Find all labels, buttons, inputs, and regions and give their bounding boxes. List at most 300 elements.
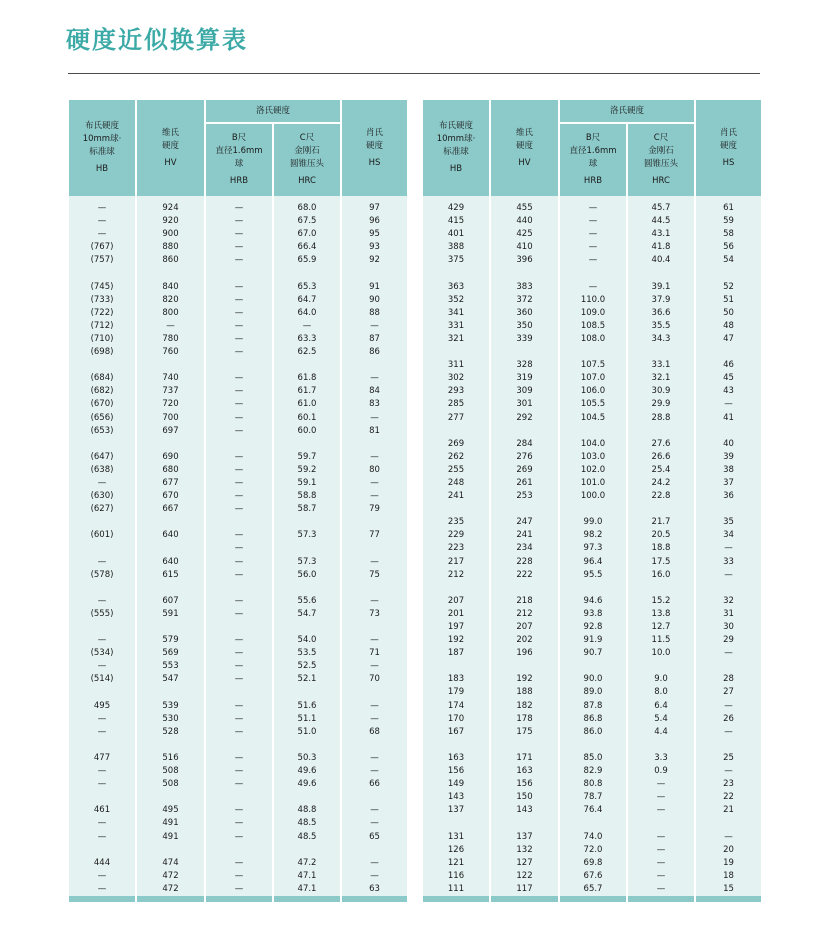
- cell-hv: 640: [137, 529, 204, 542]
- cell-hrb: 78.7: [560, 791, 626, 804]
- cell-hb: 121: [423, 857, 489, 870]
- cell-hrb: 85.0: [560, 752, 626, 765]
- cell-hrc: 57.3: [274, 556, 340, 569]
- cell-hs: 88: [342, 307, 407, 320]
- cell-hrb: —: [206, 817, 272, 830]
- cell-hrc: —: [628, 870, 694, 883]
- cell-hrc: 29.9: [628, 398, 694, 411]
- cell-hrb: —: [206, 503, 272, 516]
- cell-hv: 360: [491, 307, 558, 320]
- table-row: [69, 464, 407, 477]
- cell-hrb: 90.0: [560, 673, 626, 686]
- cell-hb: 212: [423, 569, 489, 582]
- cell-hv: 261: [491, 477, 558, 490]
- cell-hrb: —: [206, 477, 272, 490]
- cell-hs: —: [342, 320, 407, 333]
- cell-hrc: 49.6: [274, 765, 340, 778]
- cell-hrc: 65.3: [274, 281, 340, 294]
- cell-hrb: 67.6: [560, 870, 626, 883]
- cell-hrb: 108.5: [560, 320, 626, 333]
- cell-hrc: 48.5: [274, 817, 340, 830]
- cell-hs: 30: [696, 621, 761, 634]
- cell-hrc: 5.4: [628, 713, 694, 726]
- cell-hs: —: [342, 752, 407, 765]
- group-spacer: [423, 739, 761, 752]
- table-row: [423, 634, 761, 647]
- cell-hv: 491: [137, 817, 204, 830]
- cell-hs: 91: [342, 281, 407, 294]
- table-row: [423, 621, 761, 634]
- cell-hv: 880: [137, 241, 204, 254]
- cell-hs: 81: [342, 425, 407, 438]
- cell-hv: 202: [491, 634, 558, 647]
- cell-hb: 388: [423, 241, 489, 254]
- cell-hrb: —: [560, 281, 626, 294]
- table-row: [69, 215, 407, 228]
- cell-hs: 59: [696, 215, 761, 228]
- cell-hrc: 0.9: [628, 765, 694, 778]
- cell-hs: 75: [342, 569, 407, 582]
- cell-hrb: 96.4: [560, 556, 626, 569]
- cell-hv: 143: [491, 804, 558, 817]
- cell-hrc: 47.1: [274, 870, 340, 883]
- table-row: [423, 398, 761, 411]
- cell-hb: (601): [69, 529, 135, 542]
- cell-hrb: —: [206, 490, 272, 503]
- cell-hrb: 76.4: [560, 804, 626, 817]
- header-hrb: B尺 直径1.6mm 球 HRB: [206, 124, 272, 196]
- cell-hv: 569: [137, 647, 204, 660]
- table-row: [423, 752, 761, 765]
- cell-hv: 547: [137, 673, 204, 686]
- table-row: [69, 857, 407, 870]
- cell-hrc: 47.2: [274, 857, 340, 870]
- cell-hv: 383: [491, 281, 558, 294]
- cell-hrb: —: [206, 241, 272, 254]
- cell-hrb: —: [206, 385, 272, 398]
- cell-hv: 137: [491, 831, 558, 844]
- table-row: [423, 778, 761, 791]
- cell-hs: 45: [696, 372, 761, 385]
- cell-hb: —: [69, 778, 135, 791]
- cell-hs: 21: [696, 804, 761, 817]
- cell-hrc: 61.7: [274, 385, 340, 398]
- table-row: [423, 464, 761, 477]
- cell-hv: 474: [137, 857, 204, 870]
- cell-hrb: —: [560, 215, 626, 228]
- cell-hb: —: [69, 215, 135, 228]
- group-spacer: [423, 817, 761, 830]
- cell-hrb: —: [206, 870, 272, 883]
- cell-hrb: 108.0: [560, 333, 626, 346]
- table-row: [423, 686, 761, 699]
- cell-hb: 331: [423, 320, 489, 333]
- cell-hv: 737: [137, 385, 204, 398]
- title-divider: [68, 73, 760, 74]
- cell-hs: 37: [696, 477, 761, 490]
- cell-hv: 553: [137, 660, 204, 673]
- table-row: [423, 438, 761, 451]
- table-row: [423, 333, 761, 346]
- table-row: [423, 294, 761, 307]
- cell-hv: 697: [137, 425, 204, 438]
- cell-hrb: 95.5: [560, 569, 626, 582]
- table-row: [69, 412, 407, 425]
- cell-hrc: —: [628, 883, 694, 896]
- cell-hv: 528: [137, 726, 204, 739]
- header-hrc: C尺 金刚石 圆锥压头 HRC: [274, 124, 340, 196]
- cell-hb: (733): [69, 294, 135, 307]
- cell-hs: 63: [342, 883, 407, 896]
- cell-hrc: [274, 542, 340, 555]
- table-row: [69, 477, 407, 490]
- cell-hrb: —: [560, 241, 626, 254]
- cell-hrb: 99.0: [560, 516, 626, 529]
- cell-hrc: 64.0: [274, 307, 340, 320]
- cell-hs: —: [696, 700, 761, 713]
- table-row: [69, 346, 407, 359]
- table-row: [423, 713, 761, 726]
- cell-hs: 65: [342, 831, 407, 844]
- cell-hv: 720: [137, 398, 204, 411]
- cell-hv: 188: [491, 686, 558, 699]
- cell-hv: 472: [137, 870, 204, 883]
- table-row: [423, 726, 761, 739]
- cell-hrc: 54.0: [274, 634, 340, 647]
- cell-hv: 455: [491, 202, 558, 215]
- cell-hv: 800: [137, 307, 204, 320]
- cell-hrb: —: [206, 595, 272, 608]
- cell-hs: 46: [696, 359, 761, 372]
- cell-hb: 179: [423, 686, 489, 699]
- table-row: [423, 307, 761, 320]
- cell-hb: (712): [69, 320, 135, 333]
- table-row: [69, 398, 407, 411]
- cell-hb: 131: [423, 831, 489, 844]
- cell-hrb: 91.9: [560, 634, 626, 647]
- cell-hb: —: [69, 817, 135, 830]
- cell-hs: —: [342, 870, 407, 883]
- cell-hrb: 74.0: [560, 831, 626, 844]
- cell-hs: 19: [696, 857, 761, 870]
- cell-hs: 92: [342, 254, 407, 267]
- cell-hv: 900: [137, 228, 204, 241]
- table-row: [423, 765, 761, 778]
- cell-hv: 269: [491, 464, 558, 477]
- cell-hb: 311: [423, 359, 489, 372]
- cell-hrc: 10.0: [628, 647, 694, 660]
- table-row: [423, 451, 761, 464]
- table-row: [423, 791, 761, 804]
- cell-hv: 530: [137, 713, 204, 726]
- cell-hb: 302: [423, 372, 489, 385]
- cell-hb: (757): [69, 254, 135, 267]
- cell-hv: 192: [491, 673, 558, 686]
- cell-hrb: 87.8: [560, 700, 626, 713]
- cell-hv: 127: [491, 857, 558, 870]
- group-spacer: [423, 425, 761, 438]
- cell-hv: 276: [491, 451, 558, 464]
- cell-hs: 35: [696, 516, 761, 529]
- cell-hv: 222: [491, 569, 558, 582]
- cell-hrb: 94.6: [560, 595, 626, 608]
- cell-hv: 372: [491, 294, 558, 307]
- cell-hrc: 51.1: [274, 713, 340, 726]
- cell-hv: 218: [491, 595, 558, 608]
- cell-hrc: 11.5: [628, 634, 694, 647]
- cell-hrb: 89.0: [560, 686, 626, 699]
- cell-hb: [69, 542, 135, 555]
- cell-hrc: 64.7: [274, 294, 340, 307]
- cell-hb: 401: [423, 228, 489, 241]
- group-spacer: [69, 791, 407, 804]
- header-hb: 布氏硬度 10mm球· 标准球 HB: [69, 100, 135, 196]
- cell-hrc: 65.9: [274, 254, 340, 267]
- cell-hb: 241: [423, 490, 489, 503]
- cell-hrc: 27.6: [628, 438, 694, 451]
- table-row: [69, 778, 407, 791]
- table-row: [69, 294, 407, 307]
- group-spacer: [69, 582, 407, 595]
- table-row: [423, 320, 761, 333]
- cell-hv: 207: [491, 621, 558, 634]
- cell-hv: 516: [137, 752, 204, 765]
- cell-hs: —: [696, 831, 761, 844]
- cell-hs: 58: [696, 228, 761, 241]
- cell-hrb: —: [206, 281, 272, 294]
- table-row: [69, 425, 407, 438]
- table-row: [423, 202, 761, 215]
- cell-hrc: 20.5: [628, 529, 694, 542]
- cell-hb: —: [69, 228, 135, 241]
- cell-hv: 132: [491, 844, 558, 857]
- cell-hrb: 92.8: [560, 621, 626, 634]
- cell-hrc: 58.7: [274, 503, 340, 516]
- cell-hb: 149: [423, 778, 489, 791]
- cell-hs: 86: [342, 346, 407, 359]
- cell-hs: 47: [696, 333, 761, 346]
- cell-hrc: 52.1: [274, 673, 340, 686]
- cell-hrb: 104.0: [560, 438, 626, 451]
- hardness-table-right: [421, 100, 763, 902]
- cell-hb: 285: [423, 398, 489, 411]
- cell-hb: 163: [423, 752, 489, 765]
- cell-hrc: 63.3: [274, 333, 340, 346]
- cell-hs: 15: [696, 883, 761, 896]
- cell-hs: 50: [696, 307, 761, 320]
- cell-hrc: 13.8: [628, 608, 694, 621]
- cell-hrb: —: [206, 333, 272, 346]
- cell-hrc: 62.5: [274, 346, 340, 359]
- table-row: [423, 804, 761, 817]
- cell-hs: 18: [696, 870, 761, 883]
- cell-hrc: 25.4: [628, 464, 694, 477]
- cell-hb: 293: [423, 385, 489, 398]
- table-row: [69, 529, 407, 542]
- cell-hb: 477: [69, 752, 135, 765]
- cell-hrc: 22.8: [628, 490, 694, 503]
- cell-hs: —: [696, 398, 761, 411]
- cell-hrc: 51.0: [274, 726, 340, 739]
- cell-hrc: 43.1: [628, 228, 694, 241]
- cell-hv: 309: [491, 385, 558, 398]
- cell-hrb: 105.5: [560, 398, 626, 411]
- cell-hv: 410: [491, 241, 558, 254]
- table-row: [69, 608, 407, 621]
- cell-hv: 182: [491, 700, 558, 713]
- cell-hs: —: [342, 490, 407, 503]
- cell-hrc: 61.0: [274, 398, 340, 411]
- cell-hrc: 41.8: [628, 241, 694, 254]
- cell-hs: —: [696, 647, 761, 660]
- table-row: [69, 372, 407, 385]
- cell-hrb: 104.5: [560, 412, 626, 425]
- cell-hs: 48: [696, 320, 761, 333]
- group-spacer: [69, 686, 407, 699]
- cell-hs: 83: [342, 398, 407, 411]
- cell-hs: —: [696, 542, 761, 555]
- cell-hrb: —: [206, 673, 272, 686]
- cell-hrc: 35.5: [628, 320, 694, 333]
- group-spacer: [423, 346, 761, 359]
- cell-hrc: 57.3: [274, 529, 340, 542]
- table-row: [69, 804, 407, 817]
- cell-hv: 472: [137, 883, 204, 896]
- cell-hv: 319: [491, 372, 558, 385]
- cell-hrb: 109.0: [560, 307, 626, 320]
- cell-hrb: [206, 621, 272, 634]
- table-row: [423, 556, 761, 569]
- table-row: [69, 595, 407, 608]
- cell-hv: 284: [491, 438, 558, 451]
- table-row: [423, 516, 761, 529]
- cell-hb: 170: [423, 713, 489, 726]
- cell-hs: —: [342, 556, 407, 569]
- cell-hrc: 55.6: [274, 595, 340, 608]
- cell-hv: 607: [137, 595, 204, 608]
- table-row: [423, 844, 761, 857]
- table-row: [423, 700, 761, 713]
- cell-hb: (656): [69, 412, 135, 425]
- cell-hrc: 18.8: [628, 542, 694, 555]
- cell-hs: 80: [342, 464, 407, 477]
- cell-hb: (555): [69, 608, 135, 621]
- table-row: [423, 647, 761, 660]
- cell-hrb: 110.0: [560, 294, 626, 307]
- table-row: [69, 883, 407, 896]
- table-row: [423, 883, 761, 896]
- header-hrb: B尺 直径1.6mm 球 HRB: [560, 124, 626, 196]
- table-row: [423, 542, 761, 555]
- cell-hs: 51: [696, 294, 761, 307]
- cell-hb: —: [69, 726, 135, 739]
- cell-hrb: —: [206, 569, 272, 582]
- cell-hs: 84: [342, 385, 407, 398]
- cell-hrb: —: [206, 254, 272, 267]
- cell-hrc: 9.0: [628, 673, 694, 686]
- cell-hb: 111: [423, 883, 489, 896]
- cell-hrb: —: [206, 778, 272, 791]
- cell-hrb: —: [206, 883, 272, 896]
- cell-hrb: —: [206, 804, 272, 817]
- cell-hs: 79: [342, 503, 407, 516]
- cell-hrb: —: [206, 857, 272, 870]
- cell-hv: 163: [491, 765, 558, 778]
- table-row: [69, 241, 407, 254]
- table-row: [69, 831, 407, 844]
- group-spacer: [69, 739, 407, 752]
- cell-hrc: 37.9: [628, 294, 694, 307]
- cell-hrc: 36.6: [628, 307, 694, 320]
- cell-hrb: 82.9: [560, 765, 626, 778]
- cell-hv: 840: [137, 281, 204, 294]
- cell-hv: [137, 542, 204, 555]
- cell-hb: (653): [69, 425, 135, 438]
- table-row: [423, 870, 761, 883]
- cell-hs: 77: [342, 529, 407, 542]
- cell-hs: —: [342, 660, 407, 673]
- cell-hrc: 33.1: [628, 359, 694, 372]
- cell-hrc: 60.0: [274, 425, 340, 438]
- cell-hb: 201: [423, 608, 489, 621]
- cell-hs: —: [342, 817, 407, 830]
- cell-hb: 197: [423, 621, 489, 634]
- cell-hrc: 67.0: [274, 228, 340, 241]
- cell-hrc: 40.4: [628, 254, 694, 267]
- cell-hs: 28: [696, 673, 761, 686]
- cell-hb: [69, 621, 135, 634]
- table-row: [69, 673, 407, 686]
- cell-hs: [342, 542, 407, 555]
- table-row: [69, 621, 407, 634]
- cell-hb: (682): [69, 385, 135, 398]
- cell-hrc: 45.7: [628, 202, 694, 215]
- cell-hs: —: [342, 412, 407, 425]
- cell-hs: 52: [696, 281, 761, 294]
- cell-hrc: 3.3: [628, 752, 694, 765]
- table-row: [69, 202, 407, 215]
- cell-hrb: —: [206, 202, 272, 215]
- cell-hrc: 50.3: [274, 752, 340, 765]
- cell-hs: 31: [696, 608, 761, 621]
- cell-hb: —: [69, 713, 135, 726]
- cell-hrc: 8.0: [628, 686, 694, 699]
- cell-hrb: —: [206, 700, 272, 713]
- cell-hb: —: [69, 870, 135, 883]
- cell-hb: 137: [423, 804, 489, 817]
- cell-hb: 248: [423, 477, 489, 490]
- cell-hv: 228: [491, 556, 558, 569]
- cell-hrc: 47.1: [274, 883, 340, 896]
- cell-hb: (627): [69, 503, 135, 516]
- cell-hrb: —: [560, 228, 626, 241]
- cell-hrc: 4.4: [628, 726, 694, 739]
- header-hv: 维氏 硬度 HV: [137, 100, 204, 196]
- cell-hv: [137, 621, 204, 634]
- cell-hrb: —: [206, 228, 272, 241]
- cell-hb: (578): [69, 569, 135, 582]
- cell-hrc: 60.1: [274, 412, 340, 425]
- cell-hs: 29: [696, 634, 761, 647]
- table-row: [423, 477, 761, 490]
- cell-hb: (767): [69, 241, 135, 254]
- table-row: [423, 673, 761, 686]
- cell-hrb: —: [206, 608, 272, 621]
- cell-hrb: —: [206, 372, 272, 385]
- cell-hv: 495: [137, 804, 204, 817]
- cell-hb: 235: [423, 516, 489, 529]
- table-row: [423, 529, 761, 542]
